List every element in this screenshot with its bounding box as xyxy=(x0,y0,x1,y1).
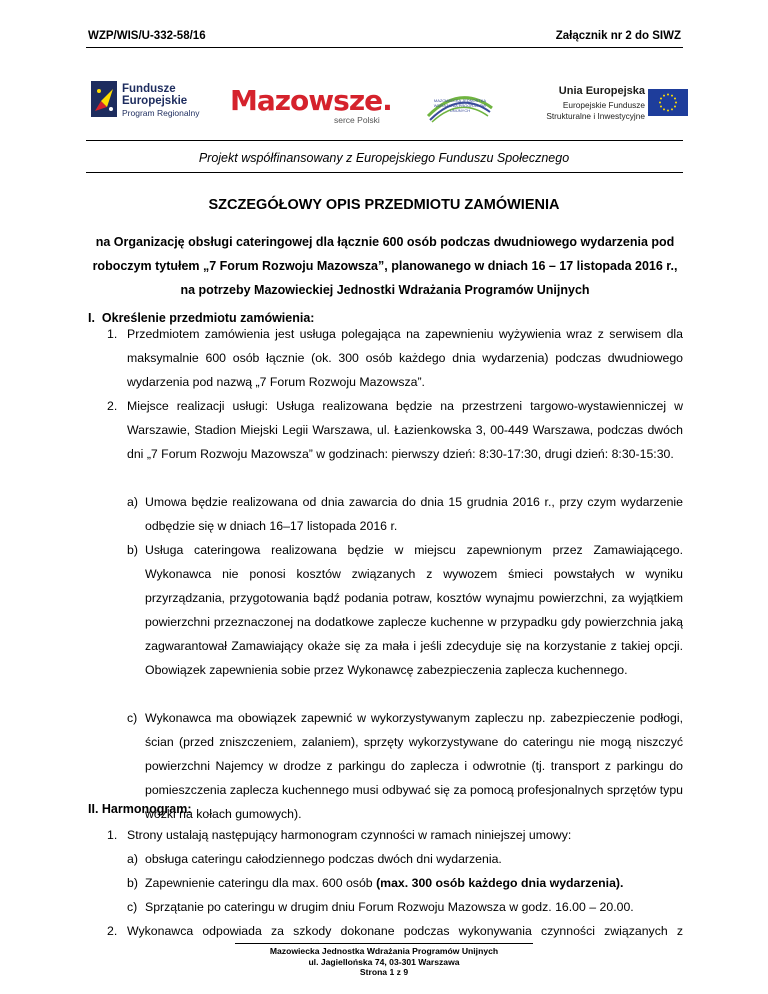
document-reference: WZP/WIS/U-332-58/16 xyxy=(88,30,206,42)
section-2-item-1-number: 1. xyxy=(107,828,118,842)
eu-subtitle-line1: Europejskie Fundusze xyxy=(562,100,645,110)
section-1-item-1: Przedmiotem zamówienia jest usługa polegająca na zapewnieniu wyżywienia wraz z serwisem dla maksymalnie 600 osób łącznie (ok. 300 osób każdego dnia wydarzenia) podczas dwudniowego wydarzenia pod nazwą „7 Forum Rozwoju Mazowsza”. xyxy=(127,327,683,389)
section-1-item-2b: Usługa cateringowa realizowana będzie w miejscu zapewnionym przez Zamawiającego. Wykonawca nie ponosi kosztów związanych z wywozem śmieci powstałych w wyniku przyrządzania, przygotowania bądź podania potraw, kosztów wynajmu powierzchni, za wyjątkiem powierzchni przeznaczonej na dodatkowe zaplecze kuchenne w przypadku gdy powierzchnia jaką zagwarantował Zamawiający okaże się za mała i jeśli zdecyduje się na korzystanie z takiej opcji. Obowiązek zapewnienia sobie przez Wykonawcę zabezpieczenia zaplecza kuchennego. xyxy=(145,543,683,677)
fe-title-line2: Europejskie xyxy=(122,95,188,107)
section-1-item-2a-letter: a) xyxy=(127,495,138,509)
mazowsze-logo xyxy=(224,84,394,128)
section-1-item-2-number: 2. xyxy=(107,399,118,413)
fundusze-europejskie-logo xyxy=(91,81,221,125)
section-2-item-1a-letter: a) xyxy=(127,852,138,866)
section-2-item-1: Strony ustalają następujący harmonogram czynności w ramach niniejszej umowy: xyxy=(127,828,572,842)
project-cofinancing-note: Projekt współfinansowany z Europejskiego Funduszu Społecznego xyxy=(198,151,570,165)
eu-logo xyxy=(528,85,688,129)
section-1-item-1-number: 1. xyxy=(107,327,118,341)
mazowsze-wordmark: Mazowsze. xyxy=(230,84,392,117)
section-2-item-1b-letter: b) xyxy=(127,876,138,890)
fe-emblem-icon xyxy=(91,81,119,119)
footer-page-number: Strona 1 z 9 xyxy=(359,967,409,977)
logos-rule-bottom xyxy=(86,172,683,173)
section-2-item-1c-letter: c) xyxy=(127,900,138,914)
fe-title xyxy=(122,83,187,107)
eu-flag-icon xyxy=(648,89,688,116)
section-2-item-1b xyxy=(145,871,683,895)
eu-title: Unia Europejska xyxy=(558,85,645,97)
eu-subtitle xyxy=(546,100,645,122)
section-2-item-2: Wykonawca odpowiada za szkody dokonane podczas wykonywania czynności związanych z xyxy=(127,924,683,938)
section-1-item-2: Miejsce realizacji usługi: Usługa realizowana będzie na przestrzeni targowo-wystawienniczej w Warszawie, Stadion Miejski Legii Warszawa, ul. Łazienkowska 3, 00-449 Warszawa, podczas dwóch dni „7 Forum Rozwoju Mazowsza” w godzinach: pierwszy dzień: 8:30-17:30, drugi dzień: 8:30-15:30. xyxy=(127,399,683,461)
mjwpu-logo xyxy=(420,82,500,130)
footer-institution: Mazowiecka Jednostka Wdrażania Programów Unijnych xyxy=(269,946,499,956)
footer-address: ul. Jagiellońska 74, 03-301 Warszawa xyxy=(308,956,460,967)
document-title: SZCZEGÓŁOWY OPIS PRZEDMIOTU ZAMÓWIENIA xyxy=(208,197,560,213)
section-2-item-1b-bold: (max. 300 osób każdego dnia wydarzenia). xyxy=(376,876,624,890)
header-rule xyxy=(86,47,683,48)
section-2-item-1b-plain: Zapewnienie cateringu dla max. 600 osób xyxy=(145,876,377,890)
mjwpu-text: MAZOWIECKA JEDNOSTKA WDRAŻANIA PROGRAMÓW UNIJNYCH xyxy=(433,98,487,113)
page-footer xyxy=(0,946,768,978)
section-1-item-2c-letter: c) xyxy=(127,711,138,725)
mazowsze-tagline: serce Polski xyxy=(334,115,380,125)
document-subtitle: na Organizację obsługi cateringowej dla łącznie 600 osób podczas dwudniowego wydarzenia pod roboczym tytułem „7 Forum Rozwoju Mazowsza”, planowanego w dniach 16 – 17 listopada 2016 r., na potrzeby Mazowieckiej Jednostki Wdrażania Programów Unijnych xyxy=(92,235,678,297)
logos-rule-top xyxy=(86,140,683,141)
section-1-heading: I. Określenie przedmiotu zamówienia: xyxy=(88,311,315,325)
eu-subtitle-line2: Strukturalne i Inwestycyjne xyxy=(546,111,645,121)
section-1-item-2b-letter: b) xyxy=(127,543,138,557)
section-2-item-2-number: 2. xyxy=(107,924,118,938)
footer-rule xyxy=(235,943,533,944)
section-2-heading: II. Harmonogram: xyxy=(88,802,192,816)
fe-title-line1: Fundusze xyxy=(122,83,176,95)
section-1-item-2a: Umowa będzie realizowana od dnia zawarcia do dnia 15 grudnia 2016 r., przy czym wydarzenie odbędzie się w dniach 16–17 listopada 2016 r. xyxy=(145,495,683,533)
attachment-label: Załącznik nr 2 do SIWZ xyxy=(555,30,681,42)
section-2-item-1c: Sprzątanie po cateringu w drugim dniu Forum Rozwoju Mazowsza w godz. 16.00 – 20.00. xyxy=(145,900,634,914)
fe-subtitle: Program Regionalny xyxy=(122,108,200,118)
section-2-item-1a: obsługa cateringu całodziennego podczas dwóch dni wydarzenia. xyxy=(145,852,502,866)
section-1-item-2c: Wykonawca ma obowiązek zapewnić w wykorzystywanym zapleczu np. zabezpieczenie podłogi, ścian (przed zniszczeniem, zalaniem), sprzęty wykorzystywane do cateringu nie mogą niszczyć powierzchni Najemcy w drodze z parkingu do zaplecza i odwrotnie (tj. transport z parkingu do pomieszczenia zaplecza kuchennego musi odbywać się za pomocą profesjonalnych sprzętów typu wózki na kołach gumowych). xyxy=(145,711,683,821)
